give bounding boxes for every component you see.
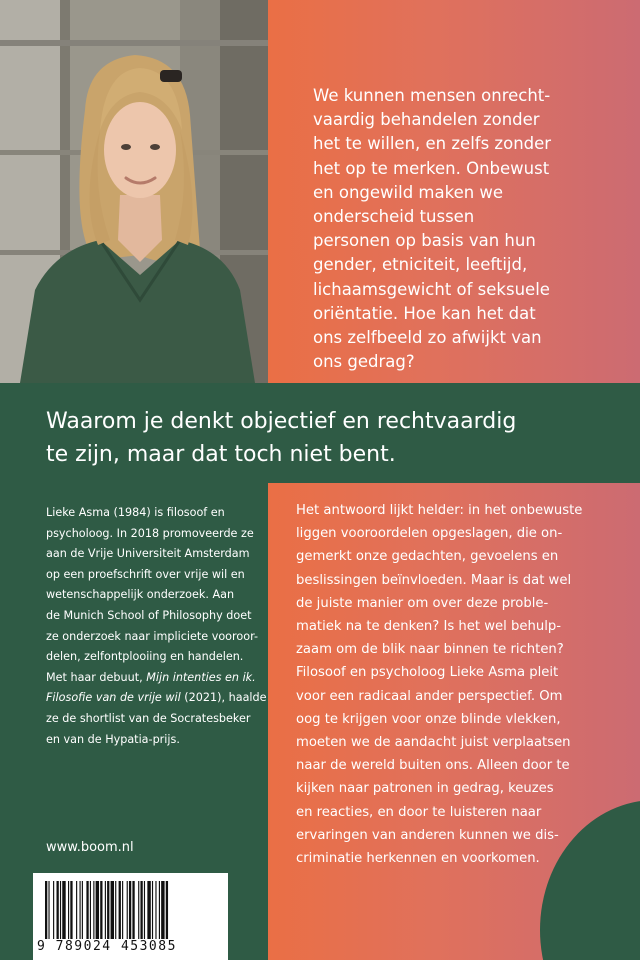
barcode-bar [62, 881, 65, 939]
body-paragraph [296, 499, 626, 870]
bio-debut-prefix: Met haar debuut, [46, 670, 147, 684]
barcode-bar [111, 881, 114, 939]
barcode-bar [144, 881, 145, 939]
bio-debut-subtitle: Filosofie van de vrije wil [46, 691, 181, 705]
body-line: Filosoof en psycholoog Lieke Asma pleit [296, 665, 559, 681]
barcode-bar [80, 881, 81, 939]
body-line: gemerkt onze gedachten, gevoelens en [296, 549, 559, 565]
bio-line: psycholoog. In 2018 promoveerde ze [46, 526, 254, 540]
author-bio [46, 503, 267, 750]
intro-line: lichaamsgewicht of seksuele [313, 279, 550, 299]
isbn-number: 9 789024 453085 [37, 939, 177, 954]
bio-line: op een proefschrift over vrije wil en [46, 567, 245, 581]
body-line: kijken naar patronen in gedrag, keuzes [296, 781, 554, 797]
barcode-bar [166, 881, 168, 939]
barcode-bar [152, 881, 153, 939]
bio-line: ze de shortlist van de Socratesbeker [46, 711, 251, 725]
barcode-bar [48, 881, 49, 939]
intro-line: het op te merken. Onbewust [313, 158, 550, 178]
barcode-bar [86, 881, 88, 939]
barcode-bar [115, 881, 116, 939]
body-line: en reacties, en door te luisteren naar [296, 804, 542, 820]
barcode-bar [57, 881, 59, 939]
intro-line: het te willen, en zelfs zonder [313, 134, 552, 154]
intro-line: We kunnen mensen onrecht- [313, 86, 551, 105]
barcode-bar [119, 881, 121, 939]
bio-line: ze onderzoek naar impliciete vooroor- [46, 629, 258, 643]
body-line: Het antwoord lijkt helder: in het onbewuste [296, 503, 583, 518]
body-line: moeten we de aandacht juist verplaatsen [296, 735, 571, 751]
barcode-bar [93, 881, 94, 939]
bio-debut-suffix: (2021), haalde [180, 691, 267, 705]
body-line: voor een radicaal ander perspectief. Om [296, 688, 563, 704]
isbn-barcode [33, 873, 228, 960]
barcode-bar [127, 881, 128, 939]
barcode-bar [161, 881, 164, 939]
intro-line: ons zelfbeeld zo afwijkt van [313, 328, 542, 348]
barcode-bar [159, 881, 160, 939]
body-line: criminatie herkennen en voorkomen. [296, 851, 540, 867]
barcode-bar [60, 881, 61, 939]
barcode-bar [107, 881, 109, 939]
author-photo [0, 0, 268, 383]
body-line: naar de wereld buiten ons. Alleen door te [296, 758, 570, 774]
body-line: matiek na te denken? Is het wel behulp- [296, 619, 562, 635]
body-line: liggen vooroordelen opgeslagen, die on- [296, 526, 563, 542]
barcode-bar [140, 881, 142, 939]
intro-paragraph [313, 84, 613, 374]
publisher-website[interactable]: www.boom.nl [46, 840, 134, 855]
barcode-bar [76, 881, 77, 939]
barcode-bar [155, 881, 156, 939]
intro-line: ons gedrag? [313, 352, 415, 372]
bio-line: en van de Hypatia-prijs. [46, 732, 180, 746]
barcode-bar [90, 881, 91, 939]
barcode-bar [82, 881, 83, 939]
bio-line-debut-subtitle [46, 688, 267, 709]
bio-line: aan de Vrije Universiteit Amsterdam [46, 547, 250, 561]
body-line: de juiste manier om over deze proble- [296, 595, 549, 611]
tagline-line: te zijn, maar dat toch niet bent. [46, 442, 396, 467]
bio-line: Lieke Asma (1984) is filosoof en [46, 506, 225, 519]
barcode-bar [147, 881, 150, 939]
bio-line: delen, zelfontplooiing en handelen. [46, 650, 244, 664]
intro-line: vaardig behandelen zonder [313, 110, 540, 130]
body-line: beslissingen beïnvloeden. Maar is dat wel [296, 572, 572, 588]
barcode-bar [129, 881, 131, 939]
barcode-bar [132, 881, 134, 939]
barcode-bars [43, 881, 218, 939]
barcode-bar [45, 881, 47, 939]
intro-line: onderscheid tussen [313, 207, 475, 227]
intro-line: oriëntatie. Hoe kan het dat [313, 303, 536, 323]
barcode-bar [138, 881, 139, 939]
barcode-bar [70, 881, 72, 939]
bio-line: de Munich School of Philosophy doet [46, 608, 252, 622]
body-line: zaam om de blik naar binnen te richten? [296, 642, 564, 658]
bio-line-debut [46, 668, 261, 689]
body-line: ervaringen van anderen kunnen we dis- [296, 827, 559, 843]
tagline-line: Waarom je denkt objectief en rechtvaardig [46, 409, 517, 434]
bio-line: wetenschappelijk onderzoek. Aan [46, 588, 235, 602]
bio-debut-title: Mijn intenties en ik. [146, 670, 256, 684]
barcode-bar [105, 881, 106, 939]
tagline-heading [46, 405, 626, 471]
intro-line: en ongewild maken we [313, 182, 504, 202]
barcode-bar [122, 881, 123, 939]
barcode-bar [53, 881, 54, 939]
barcode-bar [68, 881, 69, 939]
barcode-bar [100, 881, 102, 939]
body-line: oog te krijgen voor onze blinde vlekken, [296, 711, 561, 727]
barcode-bar [96, 881, 99, 939]
intro-line: gender, etniciteit, leeftijd, [313, 255, 528, 275]
intro-line: personen op basis van hun [313, 231, 536, 251]
